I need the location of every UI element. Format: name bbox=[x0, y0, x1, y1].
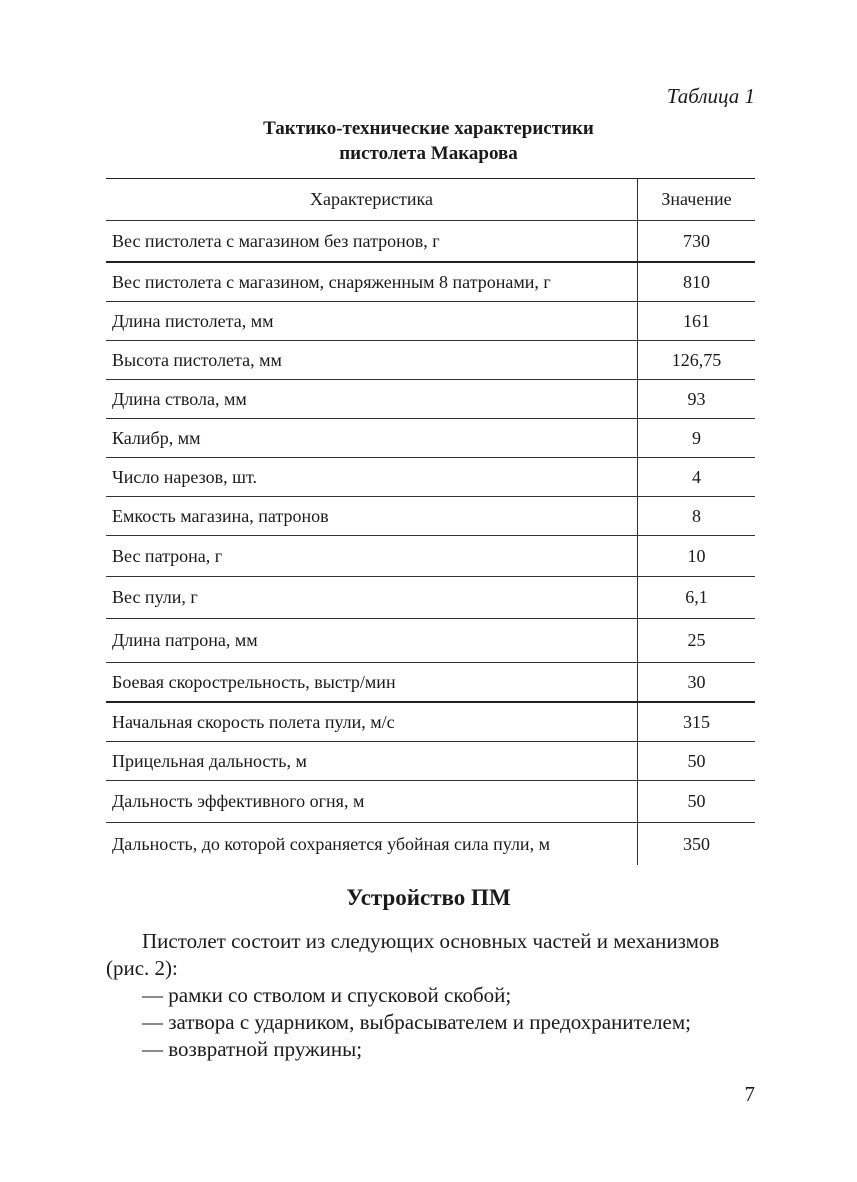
table-row bbox=[106, 619, 755, 663]
row-value: 25 bbox=[637, 619, 755, 662]
table-header-row bbox=[106, 179, 755, 221]
paragraph-line: Пистолет состоит из следующих основных частей и механизмов bbox=[142, 929, 720, 953]
row-name: Длина патрона, мм bbox=[112, 630, 258, 650]
body-paragraph bbox=[106, 928, 756, 982]
table-row bbox=[106, 221, 755, 263]
row-name: Боевая скорострельность, выстр/мин bbox=[112, 671, 396, 692]
row-name: Высота пистолета, мм bbox=[112, 349, 282, 370]
parts-list bbox=[142, 982, 762, 1063]
row-name: Вес патрона, г bbox=[112, 545, 223, 566]
row-value: 93 bbox=[637, 380, 755, 418]
table-row bbox=[106, 419, 755, 458]
table-row bbox=[106, 742, 755, 781]
row-value: 350 bbox=[637, 823, 755, 865]
row-value: 810 bbox=[637, 263, 755, 301]
list-item: — затвора с ударником, выбрасывателем и предохранителем; bbox=[142, 1010, 691, 1034]
row-value: 50 bbox=[637, 781, 755, 822]
row-name: Начальная скорость полета пули, м/с bbox=[112, 711, 395, 732]
table-row bbox=[106, 536, 755, 577]
table-caption-line1: Тактико-технические характеристики bbox=[263, 118, 594, 139]
row-name: Прицельная дальность, м bbox=[112, 750, 307, 771]
row-name: Калибр, мм bbox=[112, 427, 201, 448]
row-value: 8 bbox=[637, 497, 755, 535]
header-value: Значение bbox=[637, 179, 755, 220]
row-value: 9 bbox=[637, 419, 755, 457]
row-value: 6,1 bbox=[637, 577, 755, 618]
row-name: Вес пистолета с магазином, снаряженным 8 патронами, г bbox=[112, 271, 551, 292]
table-row bbox=[106, 302, 755, 341]
table-row bbox=[106, 497, 755, 536]
page-number: 7 bbox=[744, 1082, 755, 1106]
row-name: Длина ствола, мм bbox=[112, 388, 247, 409]
list-item: — рамки со стволом и спусковой скобой; bbox=[142, 983, 512, 1007]
header-characteristic: Характеристика bbox=[310, 189, 433, 209]
table-row bbox=[106, 577, 755, 619]
list-item: — возвратной пружины; bbox=[142, 1037, 363, 1061]
table-row bbox=[106, 703, 755, 742]
table-row bbox=[106, 823, 755, 865]
row-name: Дальность эффективного огня, м bbox=[112, 791, 365, 811]
table-row bbox=[106, 781, 755, 823]
row-value: 161 bbox=[637, 302, 755, 340]
row-name: Вес пистолета с магазином без патронов, г bbox=[112, 230, 440, 251]
table-row bbox=[106, 341, 755, 380]
row-name: Вес пули, г bbox=[112, 587, 198, 607]
table-row bbox=[106, 263, 755, 302]
row-name: Число нарезов, шт. bbox=[112, 466, 258, 487]
row-name: Длина пистолета, мм bbox=[112, 310, 274, 331]
row-value: 730 bbox=[637, 221, 755, 261]
table-label: Таблица 1 bbox=[666, 84, 755, 108]
table-caption-line2: пистолета Макарова bbox=[339, 143, 518, 164]
table-row bbox=[106, 663, 755, 703]
row-value: 10 bbox=[637, 536, 755, 576]
section-title: Устройство ПМ bbox=[346, 885, 511, 910]
row-value: 50 bbox=[637, 742, 755, 780]
table-row bbox=[106, 458, 755, 497]
row-name: Дальность, до которой сохраняется убойная сила пули, м bbox=[112, 833, 550, 854]
row-value: 315 bbox=[637, 703, 755, 741]
row-value: 30 bbox=[637, 663, 755, 701]
table-row bbox=[106, 380, 755, 419]
specs-table bbox=[106, 178, 755, 865]
paragraph-line: (рис. 2): bbox=[106, 956, 178, 980]
row-value: 126,75 bbox=[637, 341, 755, 379]
row-value: 4 bbox=[637, 458, 755, 496]
row-name: Емкость магазина, патронов bbox=[112, 505, 329, 526]
